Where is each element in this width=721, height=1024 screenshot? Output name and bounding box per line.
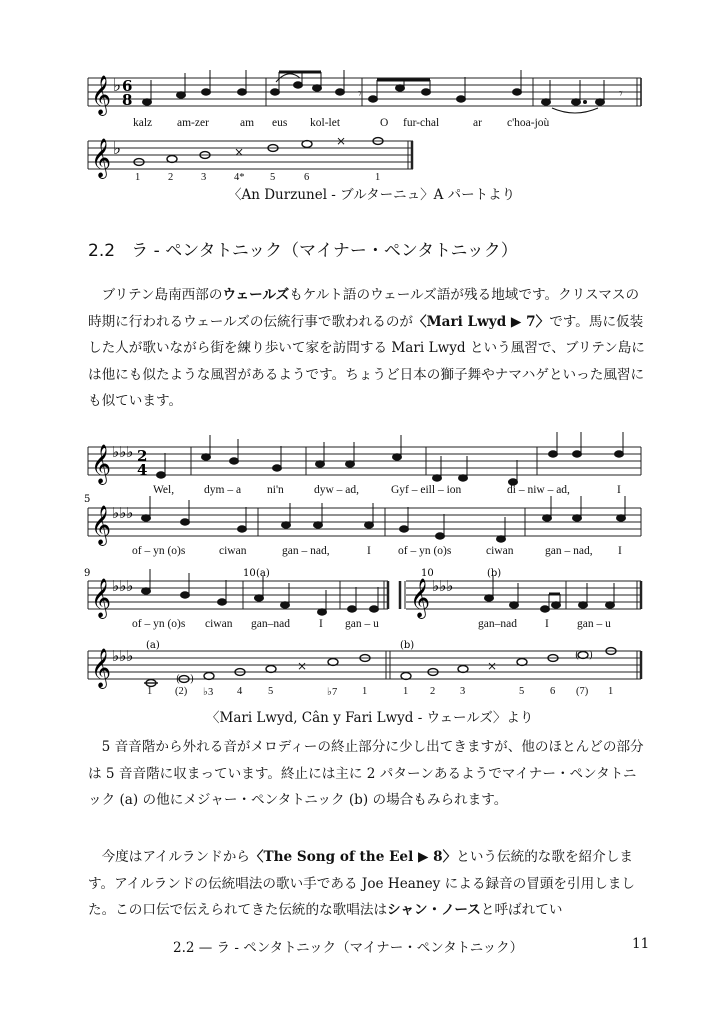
scale-degree: 6 bbox=[304, 172, 310, 183]
variant-label-a: (a) bbox=[256, 568, 270, 579]
scale-degree: 4 bbox=[237, 686, 243, 697]
scale-degree: (2) bbox=[175, 686, 188, 697]
scale-degree: 4* bbox=[234, 172, 245, 183]
text: という伝統的な歌を紹介します。アイルランドの伝統唱法の歌い手である Joe Heaney による録音の冒頭を引用しました。この口伝で伝えられてきた伝統的な歌唱法は bbox=[88, 849, 635, 918]
scale-degree: 1 bbox=[403, 686, 409, 697]
lyric: fur-chal bbox=[403, 117, 440, 129]
section-title: ラ - ペンタトニック（マイナー・ペンタトニック） bbox=[131, 241, 518, 261]
lyric: of – yn (o)s bbox=[132, 545, 186, 557]
flat-key-signature: ♭ bbox=[113, 76, 122, 96]
scale-degree: 1 bbox=[147, 686, 153, 697]
lyric: gan – u bbox=[577, 618, 611, 630]
measure-number: 10 bbox=[243, 568, 256, 579]
time-sig-bottom: 4 bbox=[137, 461, 148, 479]
lyric: I bbox=[617, 484, 621, 496]
measure-number: 9 bbox=[84, 568, 91, 579]
scale-degree: 5 bbox=[519, 686, 525, 697]
lyric: I bbox=[319, 618, 323, 630]
scale-degree: 1 bbox=[362, 686, 368, 697]
scale-degree: 5 bbox=[268, 686, 274, 697]
flat-key-signature: ♭♭♭ bbox=[112, 443, 134, 461]
flat-key-signature: ♭♭♭ bbox=[432, 577, 454, 595]
text: ブリテン島南西部の bbox=[101, 287, 223, 303]
svg-text:×: × bbox=[487, 659, 498, 673]
lyric: eus bbox=[272, 117, 288, 129]
lyric: Wel, bbox=[153, 484, 175, 496]
lyric: of – yn (o)s bbox=[398, 545, 452, 557]
svg-text:×: × bbox=[297, 659, 308, 673]
lyric: O bbox=[380, 117, 389, 129]
lyric: I bbox=[367, 545, 371, 557]
scale-degree: 3 bbox=[460, 686, 466, 697]
time-sig-top: 2 bbox=[137, 447, 148, 465]
scale-degree: 1 bbox=[375, 172, 381, 183]
lyric: kol-let bbox=[310, 117, 341, 129]
lyric: of – yn (o)s bbox=[132, 618, 186, 630]
lyric: ar bbox=[473, 117, 482, 129]
treble-clef: 𝄞 bbox=[91, 648, 112, 688]
svg-text:(: ( bbox=[176, 674, 180, 685]
scale-degree: 2 bbox=[168, 172, 174, 183]
svg-text:×: × bbox=[336, 134, 347, 148]
scale-degree: ♭3 bbox=[203, 687, 214, 698]
flat-key-signature: ♭ bbox=[113, 139, 122, 159]
scale-notes-2 bbox=[144, 648, 616, 687]
svg-text:): ) bbox=[589, 650, 593, 661]
svg-text:𝄾: 𝄾 bbox=[358, 86, 362, 102]
measure-number: 10 bbox=[421, 568, 434, 579]
lyric: gan – u bbox=[345, 618, 379, 630]
song-title-link[interactable]: 〈The Song of the Eel ▶ 8〉 bbox=[249, 849, 457, 865]
treble-clef: 𝄞 bbox=[91, 75, 112, 115]
text: もケルト語のウェールズ語が残る地域です。クリスマスの時期に行われるウェールズの伝統行事で歌われるのが bbox=[88, 287, 640, 330]
running-title: 2.2 — ラ - ペンタトニック（マイナー・ペンタトニック） bbox=[173, 940, 524, 956]
caption-an-durzunel: 〈An Durzunel - ブルターニュ〉A パートより bbox=[228, 187, 516, 203]
lyric: am-zer bbox=[177, 117, 209, 129]
lyric: ciwan bbox=[486, 545, 514, 557]
lyric: Gyf – eill – ion bbox=[391, 484, 462, 496]
lyric: I bbox=[618, 545, 622, 557]
caption-mari-lwyd: 〈Mari Lwyd, Cân y Fari Lwyd - ウェールズ〉より bbox=[206, 710, 534, 726]
svg-text:𝄾: 𝄾 bbox=[619, 86, 623, 102]
lyric: gan – nad, bbox=[282, 545, 330, 557]
treble-clef: 𝄞 bbox=[91, 444, 112, 484]
flat-key-signature: ♭♭♭ bbox=[112, 577, 134, 595]
notes-staff-2-line-1 bbox=[157, 432, 624, 485]
scale-degree: 3 bbox=[201, 172, 207, 183]
lyric: I bbox=[545, 618, 549, 630]
lyric: ciwan bbox=[205, 618, 233, 630]
bold-term: シャン・ノース bbox=[387, 902, 481, 918]
text: です。馬に仮装した人が歌いながら街を練り歩いて家を訪問する Mari Lwyd という風習で、ブリテン島には他にも似たような風習があるようです。ちょうど日本の獅子舞やナマハゲといった風習にも似ています。 bbox=[88, 313, 645, 409]
section-number: 2.2 bbox=[88, 241, 116, 261]
lyric: gan–nad bbox=[251, 618, 290, 630]
lyric: di – niw – ad, bbox=[507, 484, 570, 496]
scale-degree: 2 bbox=[430, 686, 436, 697]
text: と呼ばれてい bbox=[480, 902, 563, 918]
scale-label-a: (a) bbox=[146, 640, 160, 651]
lyric: gan–nad bbox=[478, 618, 517, 630]
measure-number: 5 bbox=[84, 494, 91, 505]
treble-clef: 𝄞 bbox=[91, 138, 112, 178]
lyric: ciwan bbox=[219, 545, 247, 557]
time-sig-bottom: 8 bbox=[122, 91, 133, 109]
staff-2-line-1 bbox=[88, 447, 641, 475]
scale-degree: ♭7 bbox=[327, 687, 338, 698]
lyric: dyw – ad, bbox=[314, 484, 360, 496]
scale-degree: 5 bbox=[270, 172, 276, 183]
bold-term: ウェールズ bbox=[222, 287, 290, 303]
song-title-link[interactable]: 〈Mari Lwyd ▶ 7〉 bbox=[413, 313, 550, 330]
lyric: am bbox=[240, 117, 255, 129]
treble-clef: 𝄞 bbox=[410, 578, 431, 618]
scale-degree: 1 bbox=[608, 686, 614, 697]
page-number: 11 bbox=[632, 936, 650, 952]
svg-text:×: × bbox=[234, 145, 245, 159]
lyric: dym – a bbox=[204, 484, 242, 496]
staff-2-line-2 bbox=[88, 508, 641, 536]
lyric: gan – nad, bbox=[545, 545, 593, 557]
text: 今度はアイルランドから bbox=[101, 849, 250, 865]
lyric: c'hoa-joù bbox=[507, 117, 550, 129]
time-sig-top: 6 bbox=[122, 77, 133, 95]
svg-text:): ) bbox=[190, 674, 194, 685]
flat-key-signature: ♭♭♭ bbox=[112, 504, 134, 522]
treble-clef: 𝄞 bbox=[91, 505, 112, 545]
scale-degree: (7) bbox=[576, 686, 589, 697]
treble-clef: 𝄞 bbox=[91, 578, 112, 618]
lyric: ni'n bbox=[267, 484, 284, 496]
notes-staff-2-line-2 bbox=[142, 496, 626, 542]
variant-label-b: (b) bbox=[487, 568, 502, 579]
scale-degree: 6 bbox=[550, 686, 556, 697]
paragraph-2 bbox=[88, 734, 648, 814]
svg-text:(: ( bbox=[575, 650, 579, 661]
scale-label-b: (b) bbox=[400, 640, 415, 651]
lyric: kalz bbox=[133, 117, 153, 129]
text: 5 音音階から外れる音がメロディーの終止部分に少し出てきますが、他のほとんどの部分は 5 音音階に収まっています。終止には主に 2 パターンあるようでマイナー・ペンタトニック (a) の他にメジャー・ペンタトニック (b) の場合もみられます。 bbox=[88, 739, 644, 808]
scale-degree: 1 bbox=[135, 172, 141, 183]
flat-key-signature: ♭♭♭ bbox=[112, 647, 134, 665]
paragraph-3 bbox=[88, 844, 648, 924]
